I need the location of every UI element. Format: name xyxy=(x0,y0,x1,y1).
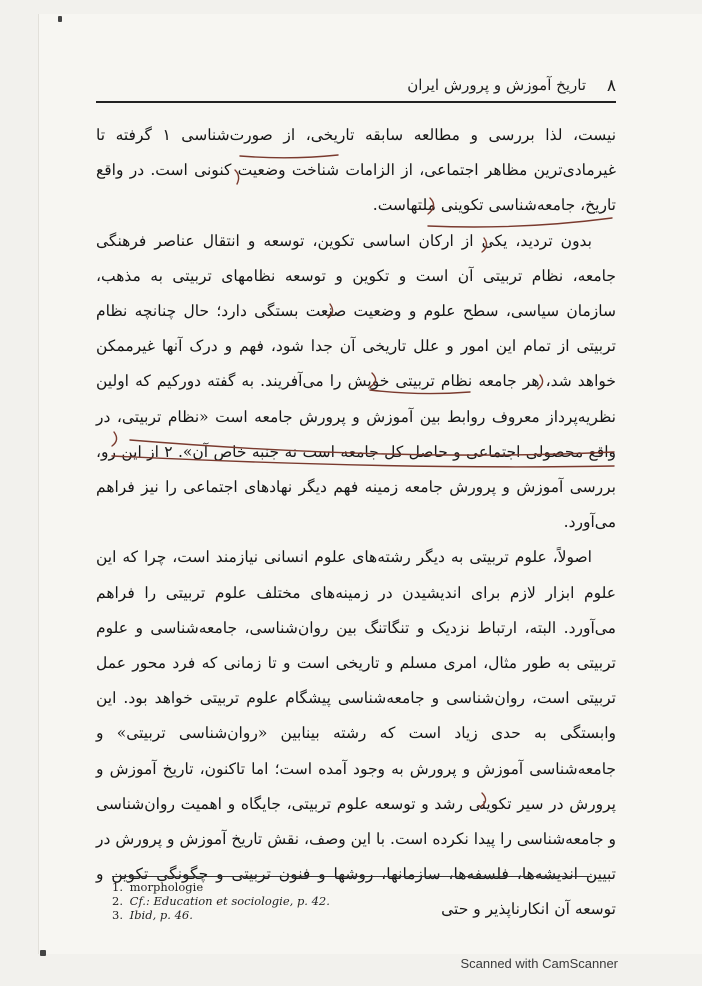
page-number: ۸ xyxy=(606,76,616,96)
body-text xyxy=(96,118,616,928)
paragraph: بدون تردید، یکی از ارکان اساسی تکوین، توسعه و انتقال عناصر فرهنگی جامعه، نظام تربیتی آن است و تکوین و توسعه نظامهای تربیتی به مذهب، سازمان سیاسی، سطح علوم و وضعیت صنعت بستگی دارد؛ حال چنانچه نظام تربیتی از تمام این امور و علل تاریخی آن جدا شود، فهم و درک آنها غیرممکن خواهد شد، هر جامعه نظام تربیتی خویش را می‌آفریند. به گفته دورکیم که اولین نظریه‌پرداز معروف روابط بین آموزش و پرورش جامعه است «نظام تربیتی، در واقع محصولی اجتماعی و حاصل کل جامعه است نه جنبه خاص آن». ۲ از این رو، بررسی آموزش و پرورش جامعه زمینه فهم دیگر نهادهای اجتماعی را نیز فراهم می‌آورد. xyxy=(96,231,616,532)
footnote-text: Ibid, p. 46. xyxy=(129,908,193,922)
footnotes xyxy=(112,880,592,922)
footnote-text: Cf.: Education et sociologie, p. 42. xyxy=(129,894,330,908)
running-header xyxy=(96,72,616,100)
footnote xyxy=(112,880,592,894)
footnote-number: 2. xyxy=(112,894,123,908)
footnote-text: morphologie xyxy=(129,880,204,894)
footnote xyxy=(112,894,592,908)
paragraph: نیست، لذا بررسی و مطالعه سابقه تاریخی، از صورت‌شناسی ۱ گرفته تا غیرمادی‌ترین مظاهر اجتماعی، از الزامات شناخت وضعیت کنونی است. در واقع تاریخ، جامعه‌شناسی تکوینی ملتهاست. xyxy=(96,126,617,215)
scan-speck xyxy=(40,950,46,956)
footnote-number: 3. xyxy=(112,908,123,922)
running-title: تاریخ آموزش و پرورش ایران xyxy=(407,76,586,94)
footnote xyxy=(112,908,592,922)
footnote-number: 1. xyxy=(112,880,123,894)
footnote-rule xyxy=(112,876,592,877)
scanner-watermark: Scanned with CamScanner xyxy=(460,956,618,971)
header-rule xyxy=(96,101,616,103)
paragraph: اصولاً، علوم تربیتی به دیگر رشته‌های علوم انسانی نیازمند است، چرا که این علوم ابزار لازم برای اندیشیدن در زمینه‌های مختلف علوم تربیتی را فراهم می‌آورد. البته، ارتباط نزدیک و تنگاتنگ بین روان‌شناسی، جامعه‌شناسی و علوم تربیتی به طور مثال، امری مسلم و تاریخی است و تا زمانی که فرد محور عمل تربیتی است، روان‌شناسی و جامعه‌شناسی پیشگام علوم تربیتی خواهد بود. این وابستگی به حدی زیاد است که رشته بینابین «روان‌شناسی تربیتی» و جامعه‌شناسی آموزش و پرورش به وجود آمده است؛ اما تاکنون، تاریخ آموزش و پرورش در سیر تکوینی رشد و توسعه علوم تربیتی، جایگاه و اهمیت روان‌شناسی و جامعه‌شناسی را پیدا نکرده است. با این وصف، نقش تاریخ آموزش و پرورش در تبیین اندیشه‌ها، فلسفه‌ها، سازمانها، روشها و فنون تربیتی و چگونگی تکوین و توسعه آن انکارناپذیر و حتی xyxy=(96,548,616,919)
scan-speck xyxy=(58,16,62,22)
